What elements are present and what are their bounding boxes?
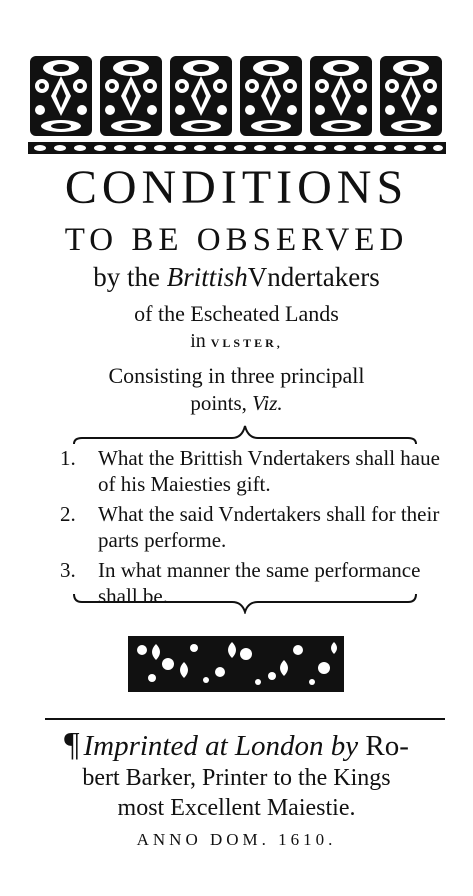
list-item-text: What the Brittish Vndertakers shall haue of his Maiesties gift. [98, 446, 440, 496]
imprint-line-1 [0, 727, 473, 764]
title-line5-prefix: in [190, 330, 211, 352]
imprint-date: ANNO DOM. 1610. [136, 830, 337, 849]
title-line-consisting: Consisting in three principall [108, 363, 365, 388]
ornamental-border [28, 142, 446, 154]
title-line7-prefix: points, [190, 391, 253, 415]
woodcut-ornament [128, 636, 344, 692]
imprint-line-3: most Excellent Maiestie. [117, 795, 356, 821]
title-line-undertakers [0, 260, 473, 294]
list-item-text: In what manner the same performance shall be. [98, 558, 421, 608]
title-line-ulster [0, 328, 473, 356]
imprint-line-2: bert Barker, Printer to the Kings [82, 765, 391, 791]
title-line3-prefix: by the [93, 262, 167, 292]
points-list [60, 445, 440, 613]
title-line-lands: of the Escheated Lands [134, 301, 339, 326]
list-item-text: What the said Vndertakers shall for their parts performe. [98, 502, 440, 552]
list-item-number: 1. [60, 446, 76, 470]
imprint-roman: Ro- [365, 730, 409, 762]
list-item [60, 445, 440, 497]
imprint-italic: Imprinted at London by [83, 730, 359, 762]
title-line-points [0, 390, 473, 416]
brace-bracket-bottom [72, 592, 418, 614]
list-item [60, 501, 440, 553]
title-heading: CONDITIONS [64, 161, 409, 214]
title-line5-caps: VLSTER, [210, 336, 283, 350]
list-item-number: 2. [60, 502, 76, 526]
pilcrow-icon: ¶ [64, 726, 80, 763]
title-line3-italic: Brittish [166, 262, 248, 292]
title-line7-italic: Viz. [252, 391, 283, 415]
floral-ornament-band [28, 52, 446, 140]
list-item-number: 3. [60, 558, 76, 582]
title-subheading: TO BE OBSERVED [64, 222, 409, 258]
horizontal-rule [45, 718, 445, 720]
title-line3-suffix: Vndertakers [247, 262, 380, 292]
brace-bracket-top [72, 420, 418, 446]
